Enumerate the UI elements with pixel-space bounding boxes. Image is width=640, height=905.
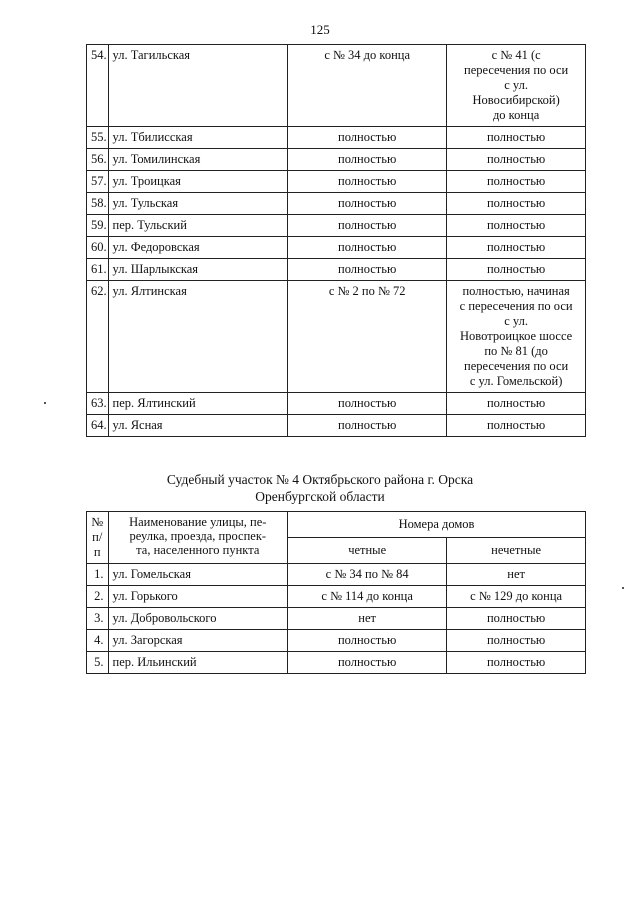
even-numbers: полностью bbox=[288, 193, 447, 215]
header-num-line1: № bbox=[91, 515, 104, 529]
even-numbers: с № 34 по № 84 bbox=[288, 564, 447, 586]
table-row bbox=[87, 586, 586, 608]
table-row bbox=[87, 171, 586, 193]
even-numbers: полностью bbox=[288, 393, 447, 415]
odd-numbers-line: полностью bbox=[486, 218, 546, 232]
row-number: 57. bbox=[87, 171, 109, 193]
even-numbers: нет bbox=[288, 608, 447, 630]
table-row bbox=[87, 149, 586, 171]
scan-speck bbox=[622, 587, 624, 589]
even-numbers: полностью bbox=[288, 215, 447, 237]
odd-numbers-line: пересечения по оси bbox=[464, 63, 569, 77]
street-name: ул. Тагильская bbox=[108, 45, 288, 127]
even-numbers: полностью bbox=[288, 149, 447, 171]
even-numbers: полностью bbox=[288, 237, 447, 259]
row-number: 5. bbox=[87, 652, 109, 674]
table-row bbox=[87, 393, 586, 415]
street-name: ул. Шарлыкская bbox=[108, 259, 288, 281]
odd-numbers bbox=[447, 393, 586, 415]
even-numbers: полностью bbox=[288, 259, 447, 281]
table-row bbox=[87, 237, 586, 259]
odd-numbers-line: полностью, начиная bbox=[462, 284, 570, 298]
even-numbers: с № 34 до конца bbox=[288, 45, 447, 127]
row-number: 63. bbox=[87, 393, 109, 415]
odd-numbers: полностью bbox=[447, 630, 586, 652]
odd-numbers-line: полностью bbox=[486, 152, 546, 166]
odd-numbers bbox=[447, 171, 586, 193]
street-name: ул. Федоровская bbox=[108, 237, 288, 259]
even-numbers: с № 114 до конца bbox=[288, 586, 447, 608]
odd-numbers-line: по № 81 (до bbox=[484, 344, 548, 358]
odd-numbers-line: с ул. bbox=[504, 314, 528, 328]
row-number: 59. bbox=[87, 215, 109, 237]
streets-table-continued bbox=[86, 44, 586, 437]
odd-numbers bbox=[447, 281, 586, 393]
street-name: ул. Гомельская bbox=[108, 564, 288, 586]
odd-numbers-line: полностью bbox=[486, 262, 546, 276]
table-body bbox=[87, 564, 586, 674]
street-name: пер. Тульский bbox=[108, 215, 288, 237]
street-name: ул. Загорская bbox=[108, 630, 288, 652]
row-number: 54. bbox=[87, 45, 109, 127]
court-district-4-table bbox=[86, 511, 586, 674]
header-odd: нечетные bbox=[447, 538, 586, 564]
row-number: 2. bbox=[87, 586, 109, 608]
header-num bbox=[87, 512, 109, 564]
odd-numbers-line: полностью bbox=[486, 418, 546, 432]
odd-numbers bbox=[447, 127, 586, 149]
street-name: ул. Томилинская bbox=[108, 149, 288, 171]
header-house-numbers: Номера домов bbox=[288, 512, 586, 538]
table-row bbox=[87, 193, 586, 215]
odd-numbers: полностью bbox=[447, 608, 586, 630]
header-street-name bbox=[108, 512, 288, 564]
section-title-line2: Оренбургской области bbox=[255, 489, 385, 504]
street-name: ул. Горького bbox=[108, 586, 288, 608]
street-name: ул. Ясная bbox=[108, 415, 288, 437]
street-name: ул. Ялтинская bbox=[108, 281, 288, 393]
odd-numbers-line: с пересечения по оси bbox=[459, 299, 573, 313]
row-number: 64. bbox=[87, 415, 109, 437]
row-number: 56. bbox=[87, 149, 109, 171]
row-number: 60. bbox=[87, 237, 109, 259]
even-numbers: полностью bbox=[288, 630, 447, 652]
odd-numbers-line: с ул. bbox=[504, 78, 528, 92]
odd-numbers-line: полностью bbox=[486, 396, 546, 410]
table-body bbox=[87, 45, 586, 437]
odd-numbers-line: полностью bbox=[486, 130, 546, 144]
street-name: ул. Тульская bbox=[108, 193, 288, 215]
table-header-row bbox=[87, 512, 586, 538]
odd-numbers-line: с ул. Гомельской) bbox=[469, 374, 563, 388]
row-number: 4. bbox=[87, 630, 109, 652]
table-row bbox=[87, 630, 586, 652]
odd-numbers-line: Новосибирской) bbox=[472, 93, 560, 107]
odd-numbers: с № 129 до конца bbox=[447, 586, 586, 608]
header-even: четные bbox=[288, 538, 447, 564]
odd-numbers-line: полностью bbox=[486, 174, 546, 188]
table-row bbox=[87, 215, 586, 237]
page-number: 125 bbox=[310, 22, 330, 37]
odd-numbers bbox=[447, 259, 586, 281]
section-title-line1: Судебный участок № 4 Октябрьского района г. Орска bbox=[166, 472, 474, 487]
odd-numbers-line: полностью bbox=[486, 240, 546, 254]
odd-numbers bbox=[447, 415, 586, 437]
header-name-line1: Наименование улицы, пе- bbox=[129, 515, 267, 529]
odd-numbers-line: полностью bbox=[486, 196, 546, 210]
odd-numbers-line: Новотроицкое шоссе bbox=[460, 329, 573, 343]
table-row bbox=[87, 608, 586, 630]
odd-numbers bbox=[447, 45, 586, 127]
odd-numbers: нет bbox=[447, 564, 586, 586]
row-number: 61. bbox=[87, 259, 109, 281]
odd-numbers-line: пересечения по оси bbox=[464, 359, 569, 373]
street-name: ул. Тбилисская bbox=[108, 127, 288, 149]
header-num-line2: п/п bbox=[92, 530, 103, 559]
table-row bbox=[87, 415, 586, 437]
table-row bbox=[87, 259, 586, 281]
section-title bbox=[0, 471, 640, 505]
odd-numbers-line: до конца bbox=[492, 108, 540, 122]
row-number: 62. bbox=[87, 281, 109, 393]
odd-numbers: полностью bbox=[447, 652, 586, 674]
street-name: пер. Ильинский bbox=[108, 652, 288, 674]
row-number: 58. bbox=[87, 193, 109, 215]
even-numbers: полностью bbox=[288, 127, 447, 149]
table-row bbox=[87, 652, 586, 674]
row-number: 1. bbox=[87, 564, 109, 586]
scan-speck bbox=[44, 402, 46, 404]
odd-numbers bbox=[447, 237, 586, 259]
table-row bbox=[87, 564, 586, 586]
street-name: пер. Ялтинский bbox=[108, 393, 288, 415]
table-row bbox=[87, 127, 586, 149]
even-numbers: полностью bbox=[288, 652, 447, 674]
even-numbers: полностью bbox=[288, 415, 447, 437]
street-name: ул. Добровольского bbox=[108, 608, 288, 630]
table-row bbox=[87, 281, 586, 393]
odd-numbers-line: с № 41 (с bbox=[491, 48, 541, 62]
street-name: ул. Троицкая bbox=[108, 171, 288, 193]
odd-numbers bbox=[447, 193, 586, 215]
even-numbers: с № 2 по № 72 bbox=[288, 281, 447, 393]
row-number: 3. bbox=[87, 608, 109, 630]
table-row bbox=[87, 45, 586, 127]
odd-numbers bbox=[447, 149, 586, 171]
header-name-line2: реулка, проезда, проспек- bbox=[129, 529, 267, 543]
row-number: 55. bbox=[87, 127, 109, 149]
odd-numbers bbox=[447, 215, 586, 237]
header-name-line3: та, населенного пункта bbox=[136, 543, 260, 557]
even-numbers: полностью bbox=[288, 171, 447, 193]
